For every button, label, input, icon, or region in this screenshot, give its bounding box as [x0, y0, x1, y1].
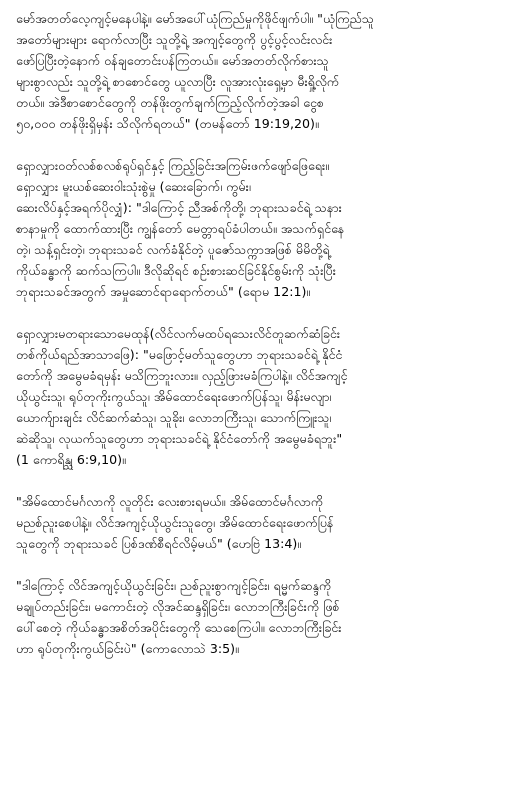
paragraph-greed: "ဒါကြောင့် လိင်အကျင့်ယိုယွင်းခြင်း၊ ညစ်ညူးစွာကျင့်ခြင်း၊ ရမ္မက်ဆန္ဒကို မချုပ်တည်းခြင်း၊ မကောင်းတဲ့ လိုအင်ဆန္ဒရှိခြင်း၊ လောဘကြီးခြင်းကို ဖြစ် ပေါ်စေတဲ့ ကိုယ်ခန္ဓာအစိတ်အပိုင်းတွေကို သေစေကြပါ။ လောဘကြီးခြင်း ဟာ ရုပ်တုကိုးကွယ်ခြင်းပဲ" (ကောလောသဲ 3:5)။	[16, 578, 342, 656]
paragraph-immorality: ရှောလျှားမတရားသောမေထုန်(လိင်လက်မထပ်ရသေးလိင်တူဆက်ဆံခြင်း တစ်ကိုယ်ရည်အာသာဖြေ): "မဖြောင့်မတ်သူတွေဟာ ဘုရားသခင်ရဲ့ နိုင်ငံ တော်ကို အမွေမခံရမှန်း မသိကြဘူးလား။ လှည့်ဖြားမခံကြပါနဲ့။ လိင်အကျင့် ယိုယွင်းသူ၊ ရုပ်တုကိုးကွယ်သူ၊ အိမ်ထောင်ရေးဖောက်ပြန်သူ၊ မိန်းမလျာ၊ ယောက်ျားချင်း လိင်ဆက်ဆံသူ၊ သူခိုး၊ လောဘကြီးသူ၊ သောက်ကြူးသူ၊ ဆဲဆိုသူ၊ လုယက်သူတွေဟာ ဘုရားသခင်ရဲ့ နိုင်ငံတော်ကို အမွေမခံရဘူး" (1 ကောရိန္သု 6:9,10)။	[16, 326, 348, 467]
paragraph-entertainment-substances: ရှောလျှားဝတ်လစ်စလစ်ရုပ်ရှင်နှင့် ကြည့်ခြင်းအကြမ်းဖက်ဖျော်ဖြေရေး။ ရှောလျှား မူးယစ်ဆေးဝါးသုံးစွဲမှု (ဆေးခြောက်၊ ကွမ်း၊ ဆေးလိပ်နှင့်အရက်ပိုလျှံ): "ဒါကြောင့် ညီအစ်ကိုတို့၊ ဘုရားသခင်ရဲ့ သနား စာနာမှုကို ထောက်ထားပြီး ကျွန်တော် မေတ္တာရပ်ခံပါတယ်။ အသက်ရှင်နေ တဲ့၊ သန့်ရှင်းတဲ့၊ ဘုရားသခင် လက်ခံနိုင်တဲ့ ပူဇော်သက္ကာအဖြစ် မိမိတို့ရဲ့ ကိုယ်ခန္ဓာကို ဆက်သကြပါ။ ဒီလိုဆိုရင် စဉ်းစားဆင်ခြင်နိုင်စွမ်းကို သုံးပြီး ဘုရားသခင်အတွက် အမှုဆောင်ရာရောက်တယ်" (ရောမ 12:1)။	[16, 158, 345, 299]
paragraph-occult: မော်အတတ်လေ့ကျင့်မနေပါနဲ့။ မော်အပေါ်ယုံကြည်မှုကိုဖိုင်ဖျက်ပါ။ "ယုံကြည်သူ အတော်များများ ရောက်လာပြီး သူတို့ရဲ့ အကျင့်တွေကို ပွင့်ပွင့်လင်းလင်း ဖော်ပြပြီးတဲ့နောက် ဝန်ချတောင်းပန်ကြတယ်။ မော်အတတ်လိုက်စားသူ များစွာလည်း သူတို့ရဲ့ စာစောင်တွေ ယူလာပြီး လူအားလုံးရှေ့မှာ မီးရှို့လိုက် တယ်။ အဲဒီစာစောင်တွေကို တန်ဖိုးတွက်ချက်ကြည့်လိုက်တဲ့အခါ ငွေစ ၅၀,၀၀၀ တန်ဖိုးရှိမှန်း သိလိုက်ရတယ်" (တမန်တော် 19:19,20)။	[16, 11, 374, 131]
paragraph-marriage: "အိမ်ထောင်မင်္ဂလာကို လူတိုင်း လေးစားရမယ်။ အိမ်ထောင်မင်္ဂလာကို မညစ်ညူးစေပါနဲ့။ လိင်အကျင့်ယိုယွင်းသူတွေ၊ အိမ်ထောင်ရေးဖောက်ပြန် သူတွေကို ဘုရားသခင် ပြစ်ဒဏ်စီရင်လိမ့်မယ်" (ဟေဗြဲ 13:4)။	[16, 494, 334, 551]
